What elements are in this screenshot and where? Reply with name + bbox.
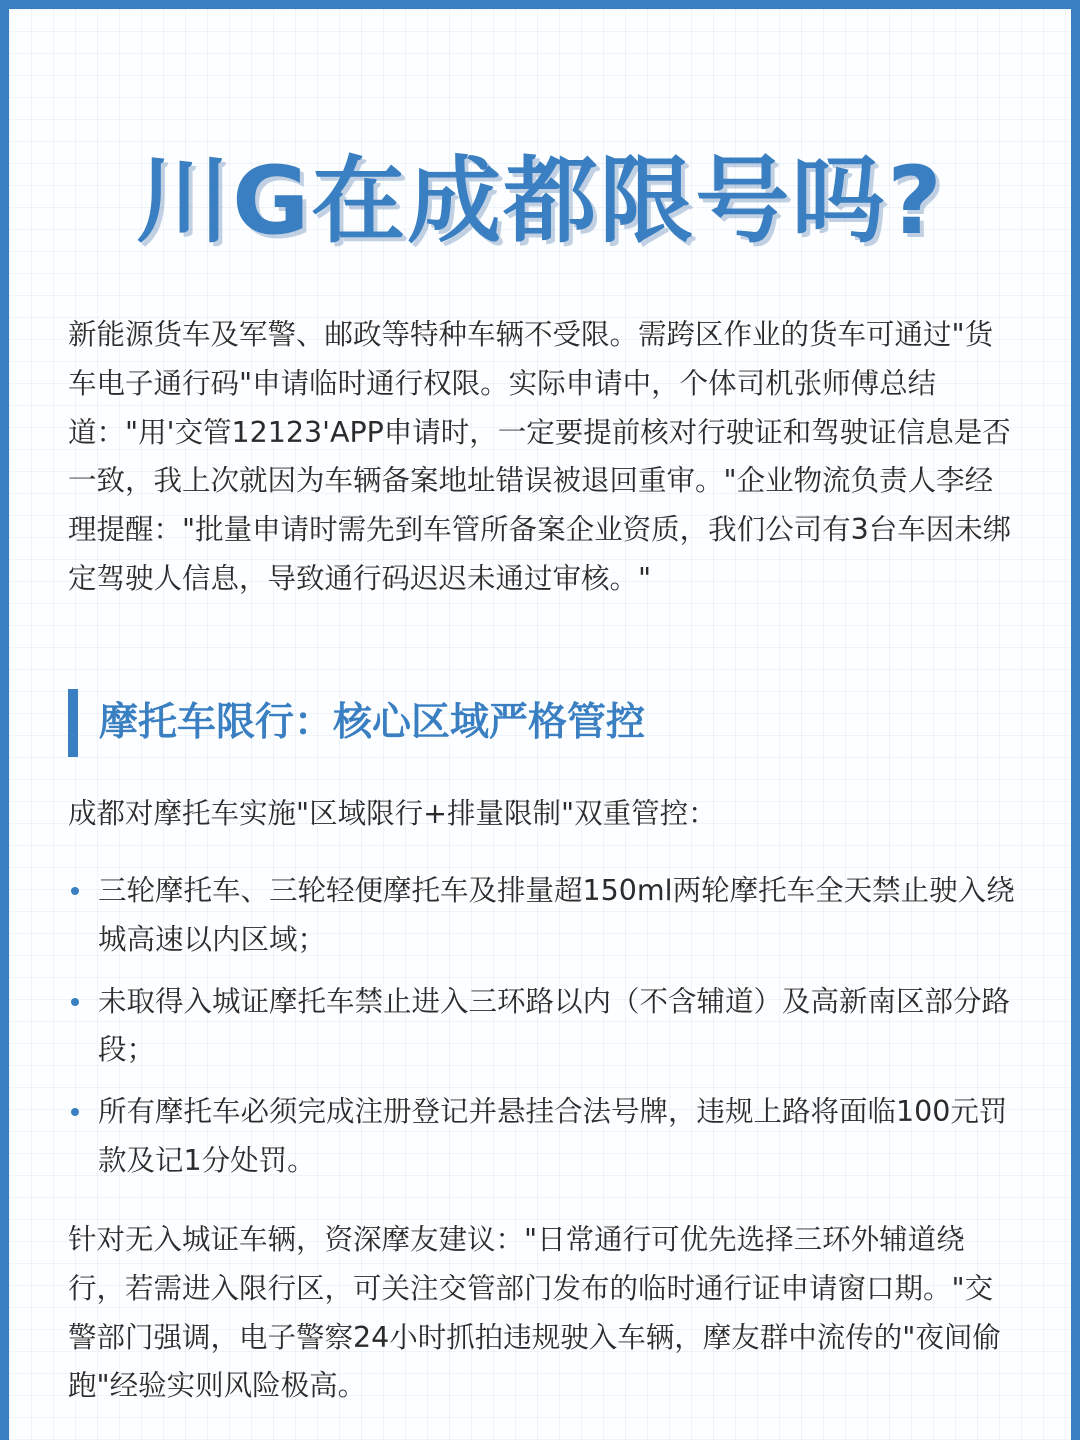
list-item-text: 所有摩托车必须完成注册登记并悬挂合法号牌，违规上路将面临100元罚款及记1分处罚。 bbox=[98, 1095, 1008, 1177]
page-title: 川G在成都限号吗? bbox=[136, 147, 944, 256]
list-item bbox=[68, 1088, 1020, 1186]
intro-paragraph: 新能源货车及军警、邮政等特种车辆不受限。需跨区作业的货车可通过"货车电子通行码"申请临时通行权限。实际申请中，个体司机张师傅总结道："用'交管12123'APP申请时，一定要提前核对行驶证和驾驶证信息是否一致，我上次就因为车辆备案地址错误被退回重审。"企业物流负责人李经理提醒："批量申请时需先到车管所备案企业资质，我们公司有3台车因未绑定驾驶人信息，导致通行码迟迟未通过审核。" bbox=[68, 318, 1012, 595]
bullet-dot-icon bbox=[71, 1108, 79, 1116]
list-item bbox=[68, 867, 1020, 965]
heading-accent-bar bbox=[68, 689, 78, 757]
advice-paragraph: 针对无入城证车辆，资深摩友建议："日常通行可优先选择三环外辅道绕行，若需进入限行区，可关注交管部门发布的临时通行证申请窗口期。"交警部门强调，电子警察24小时抓拍违规驶入车辆，摩友群中流传的"夜间偷跑"经验实则风险极高。 bbox=[68, 1223, 1001, 1403]
page-frame bbox=[9, 9, 1071, 1440]
list-item-text: 三轮摩托车、三轮轻便摩托车及排量超150ml两轮摩托车全天禁止驶入绕城高速以内区域； bbox=[98, 874, 1015, 956]
section-heading bbox=[68, 689, 1028, 757]
motorcycle-intro-paragraph: 成都对摩托车实施"区域限行+排量限制"双重管控： bbox=[68, 797, 717, 830]
bullet-dot-icon bbox=[71, 887, 79, 895]
list-item-text: 未取得入城证摩托车禁止进入三环路以内（不含辅道）及高新南区部分路段； bbox=[98, 984, 1011, 1067]
section-heading-text: 摩托车限行：核心区域严格管控 bbox=[99, 700, 646, 745]
bullet-dot-icon bbox=[71, 998, 79, 1006]
restriction-list bbox=[68, 867, 1020, 1199]
list-item bbox=[68, 978, 1020, 1076]
